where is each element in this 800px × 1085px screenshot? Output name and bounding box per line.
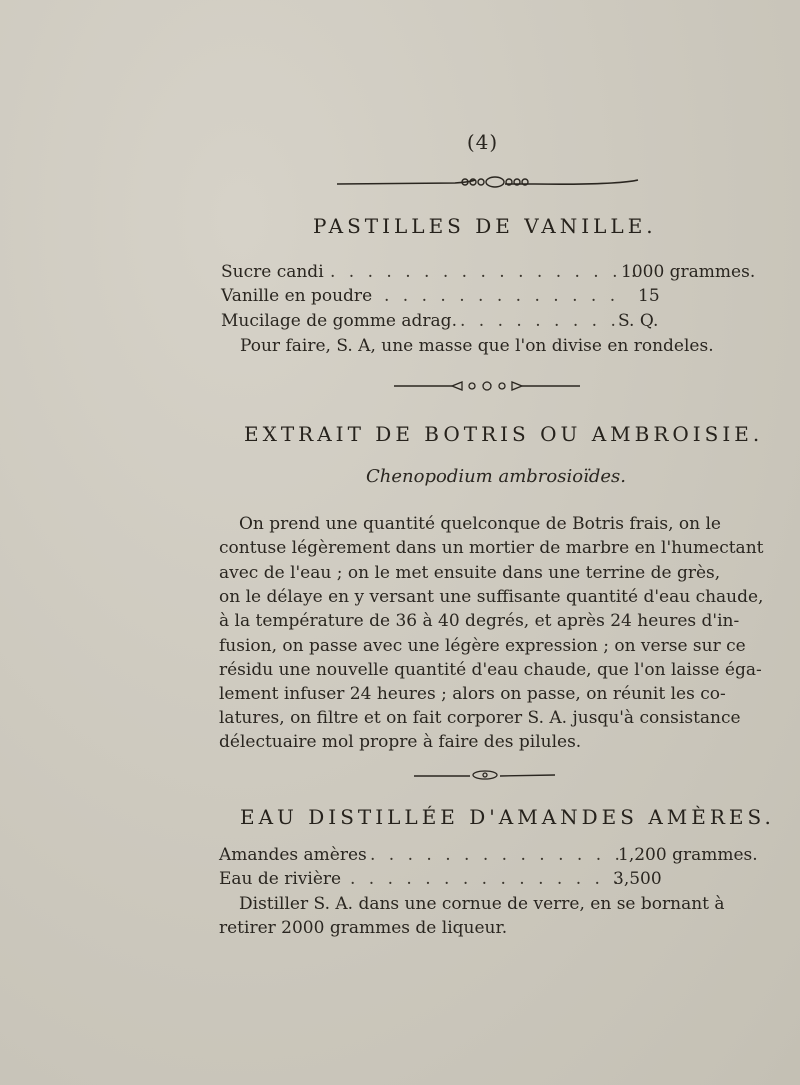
paragraph-line: avec de l'eau ; on le met ensuite dans une terrine de grès, xyxy=(219,563,721,583)
leader-dots: . . . . . . . . . . . . . xyxy=(384,286,620,306)
paragraph-line: contuse légèrement dans un mortier de marbre en l'humectant xyxy=(219,538,764,558)
ingredient-name: Amandes amères xyxy=(219,845,367,865)
ingredient-quantity: 1,200 grammes. xyxy=(618,845,758,865)
recipe-instruction: Pour faire, S. A, une masse que l'on divise en rondeles. xyxy=(240,336,714,356)
ingredient-name: Mucilage de gomme adrag. xyxy=(221,311,457,331)
recipe-instruction: retirer 2000 grammes de liqueur. xyxy=(219,918,508,938)
ingredient-quantity: 1000 grammes. xyxy=(621,262,756,282)
paragraph-line: résidu une nouvelle quantité d'eau chaude, que l'on laisse éga- xyxy=(219,660,762,680)
paragraph-line: à la température de 36 à 40 degrés, et après 24 heures d'in- xyxy=(219,611,740,631)
paragraph-line: on le délaye en y versant une suffisante quantité d'eau chaude, xyxy=(219,587,764,607)
ingredient-quantity: 15 xyxy=(638,286,660,306)
paragraph-line: latures, on filtre et on fait corporer S. A. jusqu'à consistance xyxy=(219,708,741,728)
leader-dots: . . . . . . . . . . . . . . . xyxy=(350,869,623,889)
leader-dots: . . . . . . . . . . . . . . . . . xyxy=(330,262,641,282)
ornament-rule-top xyxy=(335,172,640,192)
paragraph-line: lement infuser 24 heures ; alors on passe, on réunit les co- xyxy=(219,684,726,704)
paragraph-line: On prend une quantité quelconque de Botris frais, on le xyxy=(239,514,721,534)
page-number: (4) xyxy=(466,130,499,154)
ornament-rule-middle xyxy=(392,378,582,394)
ingredient-quantity: S. Q. xyxy=(618,311,659,331)
leader-dots: . . . . . . . . . xyxy=(460,311,620,331)
ornament-rule-bottom xyxy=(412,768,557,782)
ingredient-name: Eau de rivière xyxy=(219,869,342,889)
ingredient-name: Sucre candi xyxy=(221,262,324,282)
ingredient-quantity: 3,500 xyxy=(613,869,662,889)
section-subtitle: Chenopodium ambrosioïdes. xyxy=(366,466,626,487)
recipe-instruction: Distiller S. A. dans une cornue de verre, en se bornant à xyxy=(239,894,725,914)
leader-dots: . . . . . . . . . . . . . . xyxy=(370,845,624,865)
paragraph-line: fusion, on passe avec une légère expression ; on verse sur ce xyxy=(219,636,746,656)
section-title-botris: EXTRAIT DE BOTRIS OU AMBROISIE. xyxy=(244,422,764,446)
paragraph-line: délectuaire mol propre à faire des pilules. xyxy=(219,732,582,752)
ingredient-name: Vanille en poudre xyxy=(221,286,373,306)
section-title-eau-distillee: EAU DISTILLÉE D'AMANDES AMÈRES. xyxy=(240,805,775,829)
section-title-pastilles: PASTILLES DE VANILLE. xyxy=(313,214,657,238)
